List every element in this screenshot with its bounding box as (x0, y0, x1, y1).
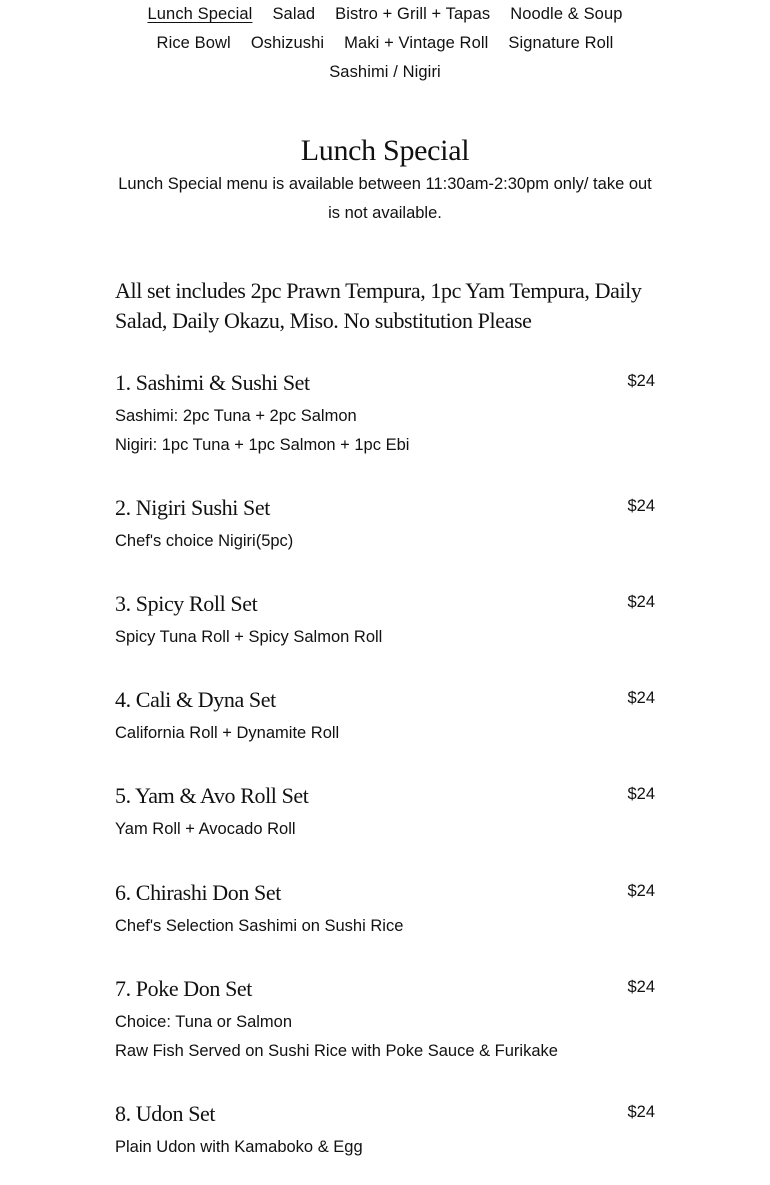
menu-item-description-line: Nigiri: 1pc Tuna + 1pc Salmon + 1pc Ebi (115, 436, 410, 454)
menu-item (115, 1099, 655, 1162)
nav-link-bistro-grill-tapas[interactable]: Bistro + Grill + Tapas (335, 5, 491, 23)
nav-link-salad[interactable]: Salad (272, 5, 316, 23)
nav-link-sashimi-nigiri[interactable]: Sashimi / Nigiri (329, 63, 441, 81)
menu-item-price: $24 (627, 372, 655, 390)
menu-item-description-line: Raw Fish Served on Sushi Rice with Poke Sauce & Furikake (115, 1042, 558, 1060)
nav-link-noodle-soup[interactable]: Noodle & Soup (510, 5, 623, 23)
menu-item-name: 4. Cali & Dyna Set (115, 687, 276, 712)
nav-link-rice-bowl[interactable]: Rice Bowl (156, 34, 231, 52)
menu-item-description (115, 623, 655, 652)
menu-item-description (115, 1133, 655, 1162)
menu-item-description-line: Yam Roll + Avocado Roll (115, 820, 296, 838)
nav-row (0, 29, 770, 58)
nav-row (0, 58, 770, 87)
menu-item-description (115, 527, 655, 556)
menu-item-description-line: Chef's Selection Sashimi on Sushi Rice (115, 917, 404, 935)
menu-item-description (115, 402, 655, 460)
section-title: Lunch Special (300, 134, 470, 167)
nav-link-maki-vintage-roll[interactable]: Maki + Vintage Roll (344, 34, 489, 52)
menu-item-name: 5. Yam & Avo Roll Set (115, 783, 309, 808)
menu-item (115, 878, 655, 941)
menu-item-price: $24 (627, 593, 655, 611)
nav-link-signature-roll[interactable]: Signature Roll (508, 34, 614, 52)
menu-item-name: 8. Udon Set (115, 1101, 216, 1126)
menu-item-description-line: Spicy Tuna Roll + Spicy Salmon Roll (115, 628, 383, 646)
menu-item-description (115, 1008, 655, 1066)
menu-item-name: 1. Sashimi & Sushi Set (115, 370, 310, 395)
menu-item-description (115, 815, 655, 844)
menu-item-price: $24 (627, 882, 655, 900)
menu-item-name: 2. Nigiri Sushi Set (115, 495, 270, 520)
menu-item-price: $24 (627, 689, 655, 707)
menu-item-price: $24 (627, 785, 655, 803)
menu-item-description (115, 719, 655, 748)
menu-item-price: $24 (627, 978, 655, 996)
menu-item-description-line: Chef's choice Nigiri(5pc) (115, 532, 294, 550)
menu-item-description-line: Choice: Tuna or Salmon (115, 1013, 293, 1031)
menu-item-description-line: Plain Udon with Kamaboko & Egg (115, 1138, 363, 1156)
menu-item-price: $24 (627, 497, 655, 515)
menu-category-nav (0, 0, 770, 87)
set-includes-note: All set includes 2pc Prawn Tempura, 1pc Yam Tempura, Daily Salad, Daily Okazu, Miso. No substitution Please (115, 278, 642, 333)
availability-note: Lunch Special menu is available between 11:30am-2:30pm only/ take out is not available. (118, 175, 652, 222)
menu-item-price: $24 (627, 1103, 655, 1121)
menu-item (115, 589, 655, 652)
menu-item-name: 3. Spicy Roll Set (115, 591, 258, 616)
nav-link-lunch-special[interactable]: Lunch Special (147, 5, 253, 23)
menu-item (115, 368, 655, 460)
menu-item (115, 493, 655, 556)
menu-item (115, 685, 655, 748)
nav-row (0, 0, 770, 29)
menu-item-name: 6. Chirashi Don Set (115, 880, 281, 905)
menu-item-description-line: California Roll + Dynamite Roll (115, 724, 340, 742)
nav-link-oshizushi[interactable]: Oshizushi (250, 34, 325, 52)
menu-item (115, 974, 655, 1066)
menu-item-description (115, 912, 655, 941)
menu-item-name: 7. Poke Don Set (115, 976, 253, 1001)
menu-item (115, 781, 655, 844)
menu-item-description-line: Sashimi: 2pc Tuna + 2pc Salmon (115, 407, 357, 425)
